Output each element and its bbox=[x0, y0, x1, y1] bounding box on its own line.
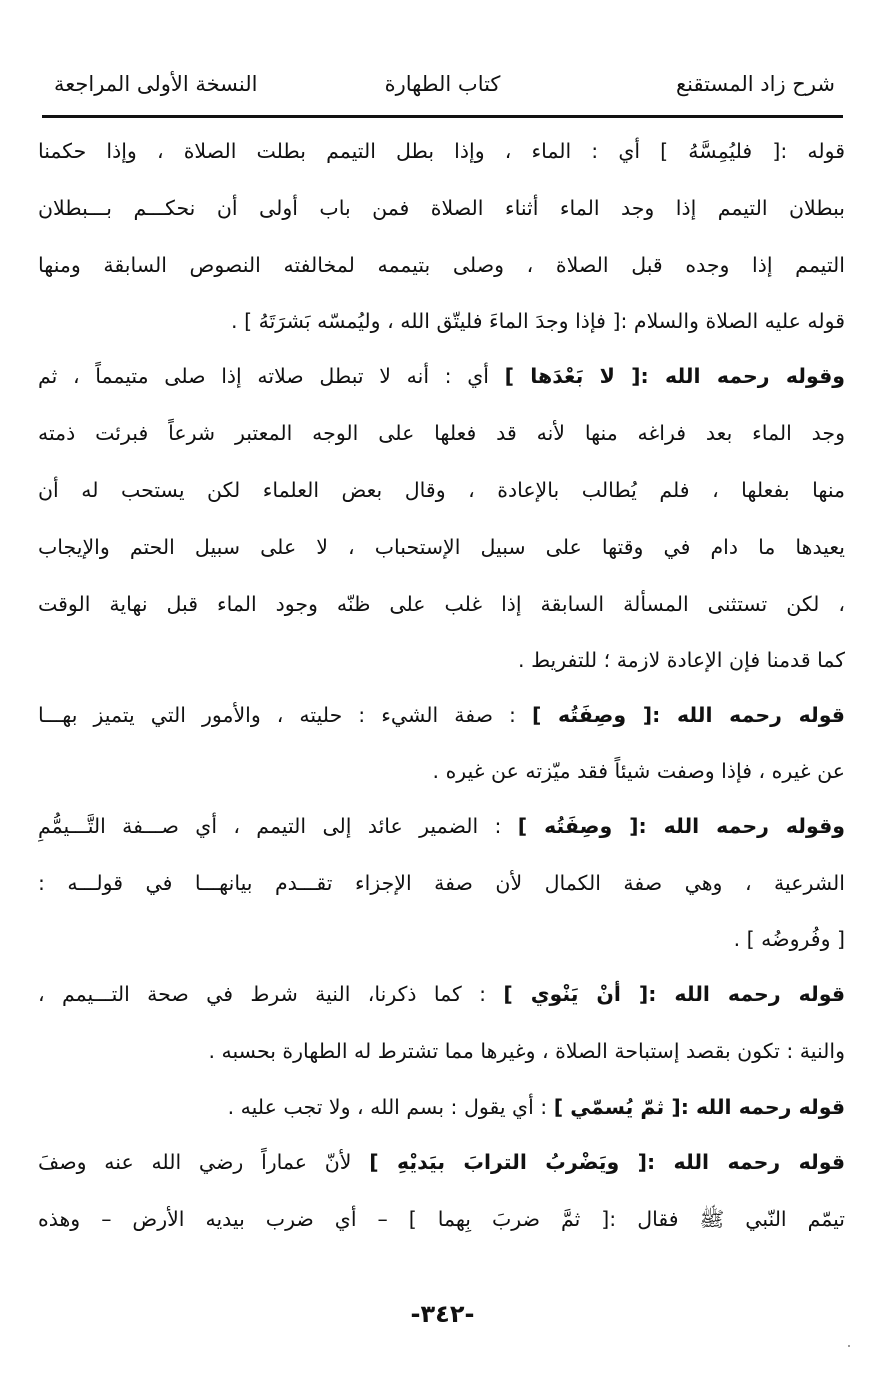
scan-speck bbox=[848, 1345, 850, 1347]
line-text: تيمّم النّبي ﷺ فقال :[ ثمَّ ضربَ بِهما ] – أي ضرب بيديه الأرض – وهذه bbox=[38, 1207, 845, 1231]
line-text: ، لكن تستثنى المسألة السابقة إذا غلب على ظنّه وجود الماء قبل نهاية الوقت bbox=[38, 592, 845, 616]
line-text: ببطلان التيمم إذا وجد الماء أثناء الصلاة فمن باب أولى أن نحكـــم بـــبطلان bbox=[38, 196, 845, 220]
header-rule bbox=[42, 115, 843, 118]
line-text: عن غيره ، فإذا وصفت شيئاً فقد ميّزته عن غيره . bbox=[432, 759, 845, 783]
text-line bbox=[38, 633, 845, 687]
text-line bbox=[38, 348, 845, 405]
line-text: التيمم إذا وجده قبل الصلاة ، وصلى بتيممه لمخالفته النصوص السابقة ومنها bbox=[38, 253, 845, 277]
text-line bbox=[38, 405, 845, 462]
line-text: قوله عليه الصلاة والسلام :[ فإذا وجدَ الماءَ فليتّق الله ، وليُمسّه بَشرَتَهُ ] . bbox=[231, 309, 845, 333]
text-line bbox=[38, 123, 845, 180]
line-lead: قوله رحمه الله :[ وصِفَتُه ] bbox=[531, 703, 845, 727]
line-text: لأنّ عماراً رضي الله عنه وصفَ bbox=[38, 1150, 370, 1174]
line-text: : أي يقول : بسم الله ، ولا تجب عليه . bbox=[227, 1095, 554, 1119]
text-line bbox=[38, 576, 845, 633]
text-line bbox=[38, 798, 845, 855]
text-line bbox=[38, 1023, 845, 1080]
line-text: : الضمير عائد إلى التيمم ، أي صـــفة التَّـــيمُّمِ bbox=[38, 814, 518, 838]
text-line bbox=[38, 462, 845, 519]
text-line bbox=[38, 855, 845, 912]
text-line bbox=[38, 687, 845, 744]
line-text: يعيدها ما دام في وقتها على سبيل الإستحباب ، لا على سبيل الحتم والإيجاب bbox=[38, 535, 845, 559]
line-text: منها بفعلها ، فلم يُطالب بالإعادة ، وقال بعض العلماء لكن يستحب له أن bbox=[38, 478, 845, 502]
line-lead: قوله رحمه الله :[ أنْ يَنْوي ] bbox=[503, 982, 845, 1006]
line-text: أي : أنه لا تبطل صلاته إذا صلى متيمماً ، ثم bbox=[38, 364, 505, 388]
line-lead: وقوله رحمه الله :[ لا بَعْدَها ] bbox=[504, 364, 845, 388]
body-text bbox=[38, 123, 845, 1248]
text-line bbox=[38, 744, 845, 798]
line-text: : كما ذكرنا، النية شرط في صحة التـــيمم ، bbox=[38, 982, 504, 1006]
page-number: -٣٤٢- bbox=[410, 1300, 475, 1328]
header-chapter-title: كتاب الطهارة bbox=[384, 72, 501, 96]
line-lead: قوله رحمه الله :[ ثمّ يُسمّي ] bbox=[553, 1095, 845, 1119]
text-line bbox=[38, 912, 845, 966]
line-lead: وقوله رحمه الله :[ وصِفَتُه ] bbox=[517, 814, 845, 838]
running-header bbox=[48, 66, 837, 106]
line-text: كما قدمنا فإن الإعادة لازمة ؛ للتفريط . bbox=[518, 648, 845, 672]
line-text: وجد الماء بعد فراغه منها لأنه قد فعلها على الوجه المعتبر شرعاً فبرئت ذمته bbox=[38, 421, 845, 445]
text-line bbox=[38, 237, 845, 294]
header-edition-note: النسخة الأولى المراجعة bbox=[54, 72, 258, 96]
text-line bbox=[38, 966, 845, 1023]
line-text: [ وفُروضُه ] . bbox=[733, 927, 845, 951]
text-line bbox=[38, 1134, 845, 1191]
text-line bbox=[38, 1191, 845, 1248]
line-text: الشرعية ، وهي صفة الكمال لأن صفة الإجزاء تقـــدم بيانهـــا في قولـــه : bbox=[38, 871, 845, 895]
line-text: : صفة الشيء : حليته ، والأمور التي يتميز بهـــا bbox=[38, 703, 532, 727]
header-book-title: شرح زاد المستقنع bbox=[676, 72, 835, 96]
line-text: والنية : تكون بقصد إستباحة الصلاة ، وغيرها مما تشترط له الطهارة بحسبه . bbox=[208, 1039, 845, 1063]
text-line bbox=[38, 519, 845, 576]
text-line bbox=[38, 180, 845, 237]
text-line bbox=[38, 294, 845, 348]
text-line bbox=[38, 1080, 845, 1134]
line-lead: قوله رحمه الله :[ ويَضْربُ الترابَ بيَديْهِ ] bbox=[369, 1150, 845, 1174]
line-text: قوله :[ فليُمِسَّهُ ] أي : الماء ، وإذا بطل التيمم بطلت الصلاة ، وإذا حكمنا bbox=[38, 139, 845, 163]
